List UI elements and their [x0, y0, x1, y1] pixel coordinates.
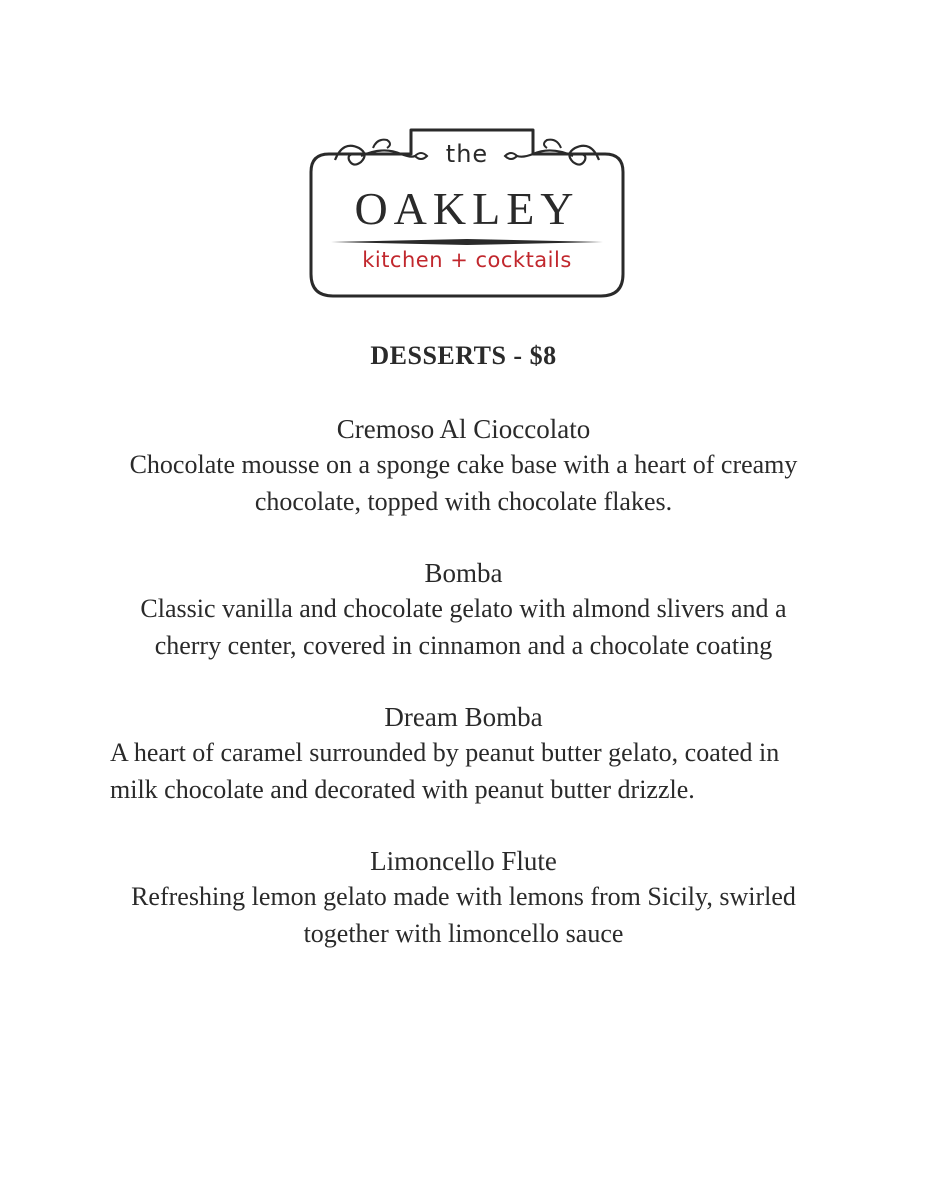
section-title: DESSERTS - $8: [370, 341, 557, 370]
menu-item: [0, 843, 927, 952]
item-description: A heart of caramel surrounded by peanut butter gelato, coated in milk chocolate and decorated with peanut butter drizzle.: [110, 738, 780, 804]
menu-item: [0, 411, 927, 520]
item-name: Cremoso Al Cioccolato: [336, 414, 591, 444]
logo-the: the: [445, 140, 489, 168]
dessert-menu: [0, 336, 927, 952]
item-description: Chocolate mousse on a sponge cake base with a heart of creamy chocolate, topped with chocolate flakes.: [129, 450, 798, 516]
item-name: Limoncello Flute: [370, 846, 557, 876]
item-name: Dream Bomba: [384, 702, 543, 732]
item-name: Bomba: [424, 558, 503, 588]
item-description: Refreshing lemon gelato made with lemons from Sicily, swirled together with limoncello sauce: [131, 882, 796, 948]
item-description: Classic vanilla and chocolate gelato with almond slivers and a cherry center, covered in cinnamon and a chocolate coating: [140, 594, 787, 660]
menu-item: [0, 555, 927, 664]
restaurant-logo: [303, 124, 631, 302]
logo-tagline: kitchen + cocktails: [362, 248, 572, 272]
logo-name: OAKLEY: [354, 183, 580, 234]
menu-item: [0, 699, 927, 808]
